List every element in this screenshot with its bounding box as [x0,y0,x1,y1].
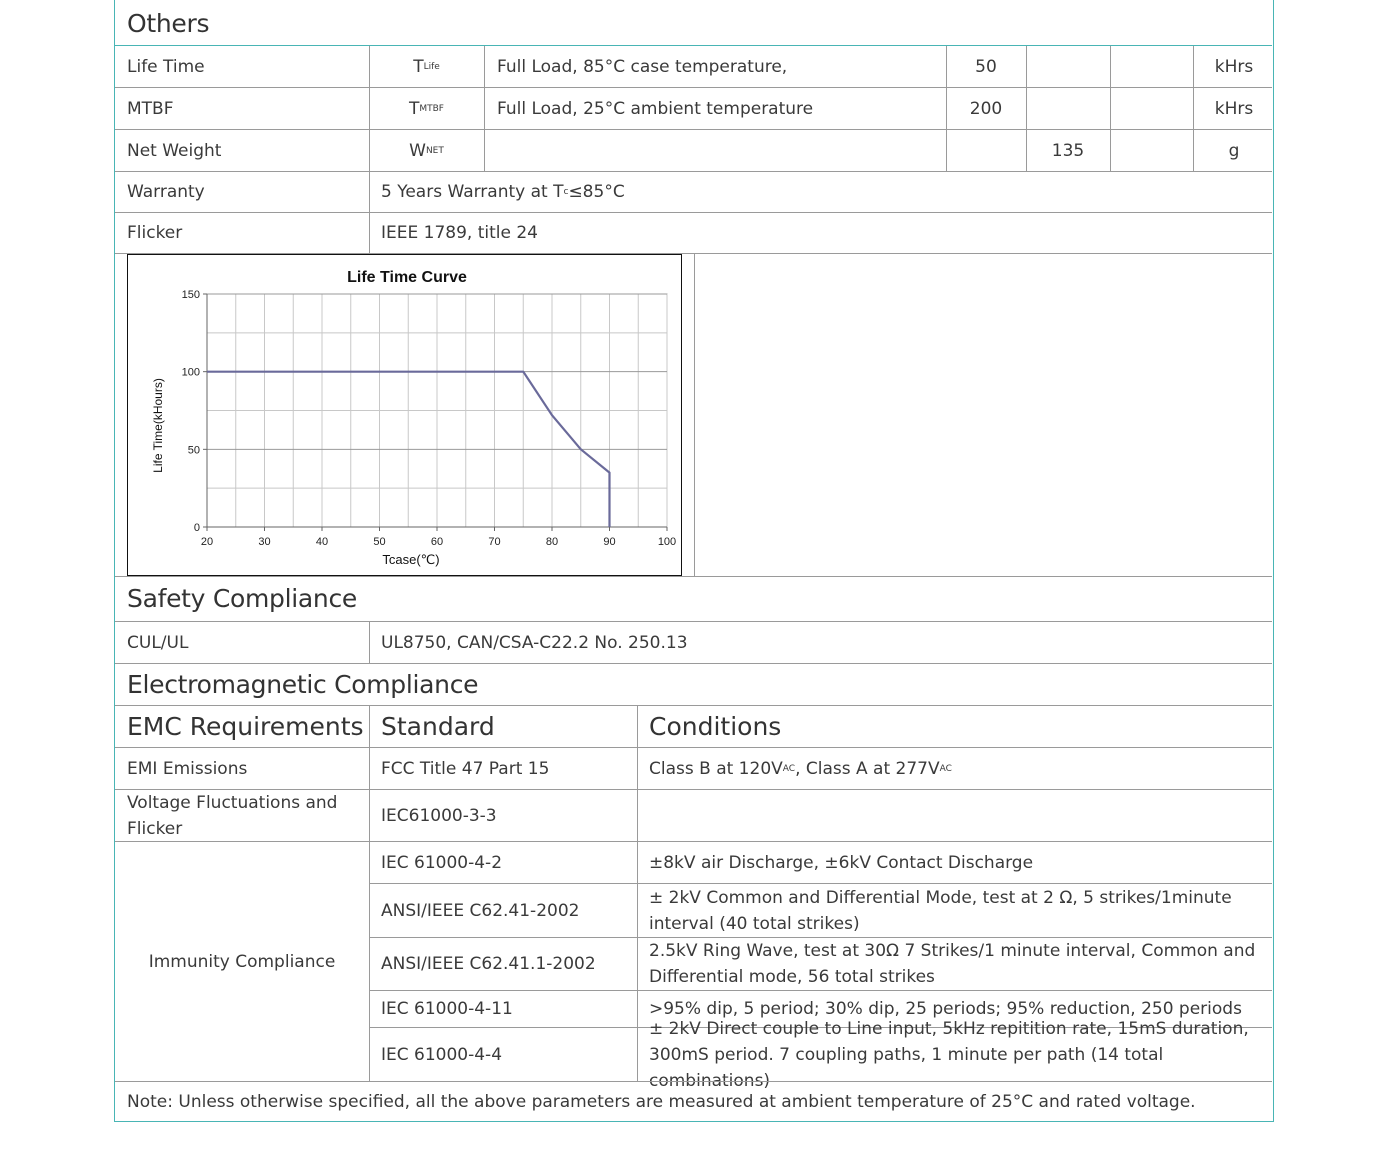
mtbf-min: 200 [969,98,1003,119]
flicker-text: IEEE 1789, title 24 [381,223,538,243]
footnote: Note: Unless otherwise specified, all the above parameters are measured at ambient temperature of 25°C and rated voltage. [127,1092,1196,1112]
weight-unit: g [1228,140,1240,161]
x-tick-label: 60 [430,536,444,548]
vf-req: Voltage Fluctuations and Flicker [127,792,338,839]
vf-std: IEC61000-3-3 [381,805,497,826]
lifetime-unit: kHrs [1214,56,1254,77]
lifetime-min: 50 [975,56,997,77]
mtbf-symbol: T MTBF [408,98,444,119]
y-tick-label: 0 [193,522,200,534]
cul-ul-text: UL8750, CAN/CSA-C22.2 No. 250.13 [381,632,688,653]
x-tick-label: 70 [488,536,501,548]
warranty-text: 5 Years Warranty at T c ≤85°C [381,182,625,202]
y-tick-label: 50 [187,444,200,457]
x-tick-label: 80 [545,536,559,548]
immunity-cond-2: ± 2kV Common and Differential Mode, test at 2 Ω, 5 strikes/1minute interval (40 total strikes) [649,887,1232,934]
lifetime-symbol: T Life [413,56,440,77]
x-axis-label: Tcase(℃) [382,552,440,567]
weight-symbol: W NET [409,140,444,161]
x-tick-label: 30 [258,536,271,548]
life-time-chart-svg [128,255,680,574]
life-time-chart [127,254,682,576]
cul-ul-label: CUL/UL [127,632,189,653]
flicker-label: Flicker [127,223,183,243]
emi-std: FCC Title 47 Part 15 [381,758,550,779]
immunity-cond-4: >95% dip, 5 period; 30% dip, 25 periods; 95% reduction, 250 periods [649,999,1242,1019]
warranty-label: Warranty [127,182,205,202]
weight-typ: 135 [1051,140,1085,161]
emc-header-conditions: Conditions [649,711,782,741]
lifetime-param: Life Time [127,56,205,77]
emc-header-standard: Standard [381,711,495,741]
immunity-cond-3: 2.5kV Ring Wave, test at 30Ω 7 Strikes/1 minute interval, Common and Differential mode, 56 total strikes [649,941,1256,987]
immunity-std-5: IEC 61000-4-4 [381,1044,503,1065]
others-title: Others [127,9,210,38]
mtbf-unit: kHrs [1214,98,1254,119]
immunity-cond-5: ± 2kV Direct couple to Line input, 5kHz repitition rate, 15mS duration, 300mS period. 7 coupling paths, 1 minute per path (14 total combinations) [649,1018,1249,1091]
y-axis-label: Life Time(kHours) [151,378,165,473]
emi-cond: Class B at 120V AC , Class A at 277V AC [649,758,952,779]
immunity-cond-1: ±8kV air Discharge, ±6kV Contact Discharge [649,852,1034,873]
x-tick-label: 40 [315,536,329,548]
emi-req: EMI Emissions [127,758,248,779]
x-tick-label: 50 [373,536,386,548]
x-tick-label: 90 [603,536,616,548]
weight-param: Net Weight [127,140,222,161]
immunity-std-3: ANSI/IEEE C62.41.1-2002 [381,954,596,974]
safety-title: Safety Compliance [127,584,357,613]
spec-sheet [114,0,1274,1122]
immunity-std-2: ANSI/IEEE C62.41-2002 [381,900,580,921]
immunity-std-4: IEC 61000-4-11 [381,999,513,1019]
mtbf-condition: Full Load, 25°C ambient temperature [497,98,814,119]
x-tick-label: 100 [657,536,677,548]
lifetime-condition: Full Load, 85°C case temperature, [497,56,788,77]
y-tick-label: 150 [181,289,200,301]
emc-header-requirements: EMC Requirements [127,711,364,741]
immunity-label: Immunity Compliance [148,951,336,972]
y-tick-label: 100 [181,366,200,379]
chart-title: Life Time Curve [347,269,467,286]
mtbf-param: MTBF [127,98,174,119]
emc-title: Electromagnetic Compliance [127,669,479,699]
x-tick-label: 20 [200,536,214,548]
immunity-std-1: IEC 61000-4-2 [381,852,503,873]
